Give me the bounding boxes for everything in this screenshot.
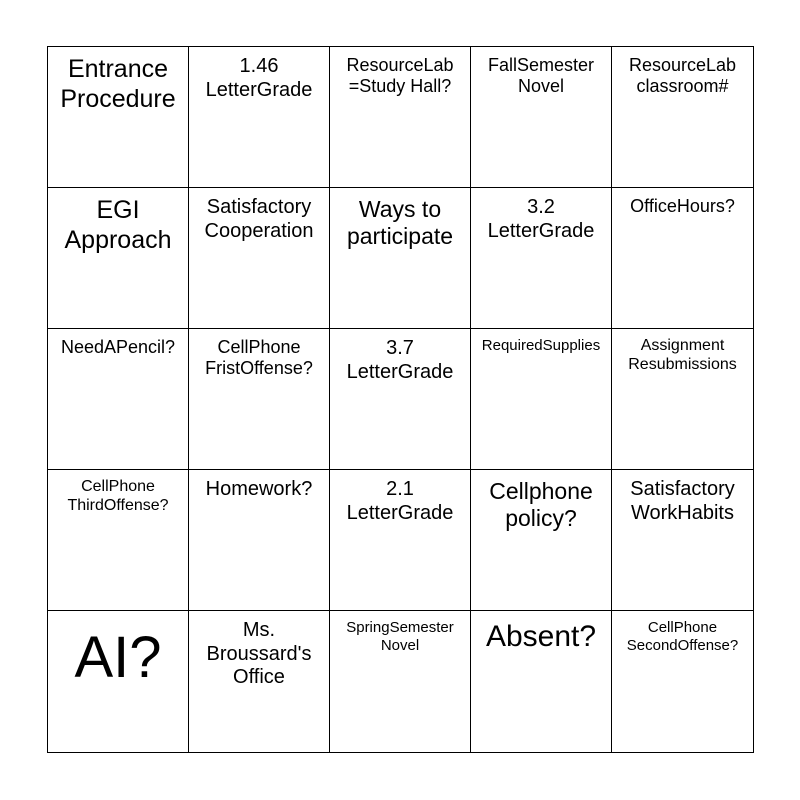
bingo-cell-r2c5[interactable]: [612, 188, 753, 329]
cell-label: 3.2 LetterGrade: [487, 196, 595, 242]
bingo-cell-r5c5[interactable]: [612, 611, 753, 752]
bingo-cell-r3c1[interactable]: [48, 329, 189, 470]
cell-label: OfficeHours?: [630, 196, 735, 216]
cell-label: CellPhone FristOffense?: [205, 337, 313, 379]
cell-label: Ms. Broussard's Office: [206, 619, 312, 689]
bingo-cell-r3c5[interactable]: [612, 329, 753, 470]
cell-label: Assignment Resubmissions: [628, 337, 737, 373]
bingo-cell-r5c1[interactable]: [48, 611, 189, 752]
bingo-cell-r1c2[interactable]: [189, 47, 330, 188]
bingo-cell-r2c4[interactable]: [471, 188, 612, 329]
cell-label: CellPhone ThirdOffense?: [67, 478, 169, 514]
cell-label: AI?: [74, 625, 162, 690]
cell-label: Entrance Procedure: [60, 55, 176, 113]
cell-label: Satisfactory WorkHabits: [630, 478, 735, 524]
cell-label: Satisfactory Cooperation: [204, 196, 314, 242]
bingo-cell-r3c4[interactable]: [471, 329, 612, 470]
bingo-cell-r4c1[interactable]: [48, 470, 189, 611]
cell-label: ResourceLab =Study Hall?: [346, 55, 454, 97]
bingo-cell-r4c5[interactable]: [612, 470, 753, 611]
cell-label: RequiredSupplies: [481, 337, 601, 354]
bingo-cell-r5c3[interactable]: [330, 611, 471, 752]
bingo-cell-r2c3[interactable]: [330, 188, 471, 329]
cell-label: 2.1 LetterGrade: [346, 478, 454, 524]
cell-label: Absent?: [485, 620, 597, 653]
bingo-cell-r4c2[interactable]: [189, 470, 330, 611]
cell-label: Cellphone policy?: [489, 478, 593, 532]
bingo-cell-r2c2[interactable]: [189, 188, 330, 329]
cell-label: 3.7 LetterGrade: [346, 337, 454, 383]
cell-label: ResourceLab classroom#: [628, 55, 737, 97]
cell-label: Homework?: [205, 478, 313, 500]
bingo-cell-r1c4[interactable]: [471, 47, 612, 188]
bingo-cell-r3c2[interactable]: [189, 329, 330, 470]
bingo-cell-r3c3[interactable]: [330, 329, 471, 470]
bingo-cell-r4c3[interactable]: [330, 470, 471, 611]
bingo-cell-r4c4[interactable]: [471, 470, 612, 611]
cell-label: SpringSemester Novel: [346, 619, 454, 654]
bingo-cell-r1c3[interactable]: [330, 47, 471, 188]
bingo-cell-r1c1[interactable]: [48, 47, 189, 188]
cell-label: EGI Approach: [64, 196, 172, 254]
cell-label: CellPhone SecondOffense?: [626, 619, 739, 654]
bingo-cell-r2c1[interactable]: [48, 188, 189, 329]
bingo-cell-r5c2[interactable]: [189, 611, 330, 752]
cell-label: NeedAPencil?: [60, 337, 176, 357]
cell-label: Ways to participate: [346, 196, 454, 250]
cell-label: FallSemester Novel: [487, 55, 595, 97]
bingo-cell-r5c4[interactable]: [471, 611, 612, 752]
cell-label: 1.46 LetterGrade: [205, 55, 313, 101]
bingo-board: [47, 46, 754, 753]
bingo-cell-r1c5[interactable]: [612, 47, 753, 188]
